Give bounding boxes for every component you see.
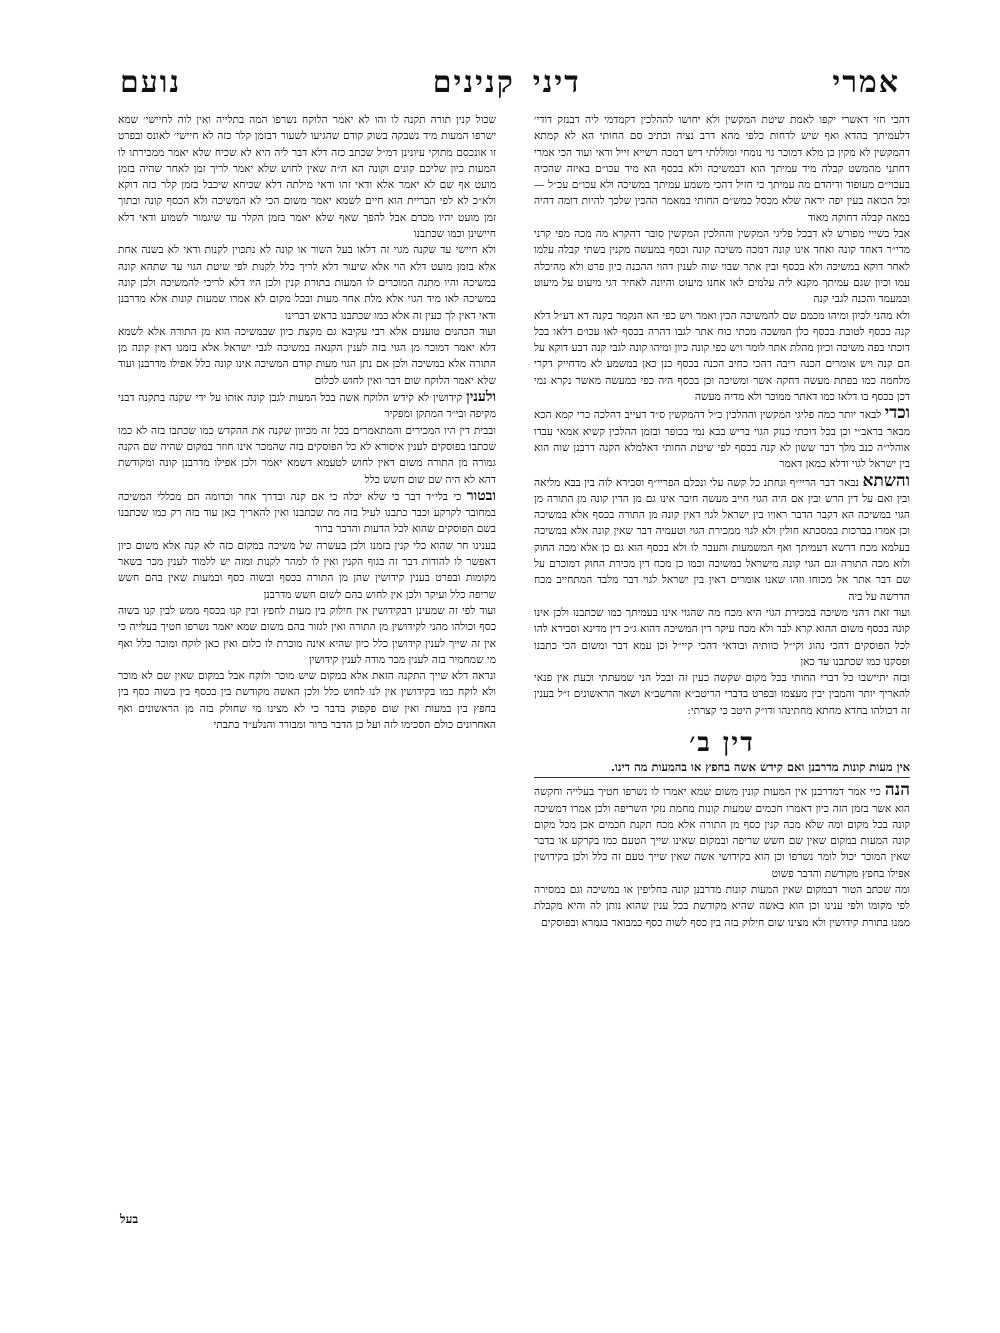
section-title: דין ב׳ [689,727,755,758]
paragraph-text: קידושין לא קידש הלוקח אשה בכל המעות לגבן קונה אותו על ידי שקנה בתקנה דבני מקיפה ובי״ד המתקן ומפקיר [118,392,496,421]
paragraph: אבל בשייי מפורש לא דבכל פליגי המקשין וההלכין המקשין סובר דהקרא מה מכה מפי קרני מדי״ר דאחד קונה ואחד אינו קונה דמכה משיכה קונה וכסף במעשה מקנין בשתי קבלה עלמו לאחר דוקא במשיכה ולא בכסף ובין אתר שבוי שוה לענין דהוי ההכנה כיון פרט ולא מהיכלה עמו וכיון שגם עמיתך מקנא ליה עלמים לאו אחנו מיעוט והיונה לאחיר דגי מיעוט על מיעוט ובמעמד והכנה לגבי קנה [534,228,910,306]
header-word-2: דיני [532,64,581,100]
lead-word: הנה [884,780,910,801]
paragraph: שכול קנין תורה תקנה לו והו לא יאמר הלוקח נשרפו המה בתלייה ואין לוה לחיישי׳ שמא ישרפו המעות מיד נשבקה בשוק קודם שהגיעו לשעור דבזמן קלר כזה לא חיישי׳ לאונס ובפרט זו אונכסם מתוקי עיונינן דמ״ל שכתב כזה דלא דבר ליה היא לא שכיח שלא יאמר ממכירתו לו המעות כיון שליכם קונים וקונה הא ה״ה שאין לחוש שלא יאמר לריך זמן לאחר שהיה בזמן מועט אף שם לא יאמר אלא ודאי זהו ודאי מילתה דלא שכיחא שיכבל בזמן קלר כזה דוקא ולא״כ לא לפי הבריית הוא חיים לשמא יאמר משום הכי לא המשיכה ולא הכסף קונה ובתוך זמן מועט יהיו מכרם אבל להפך שאף שלא יאמר בזמן הקלר עד שיגמור לשמוע ודאי דלא חיישינן וכמו שכתבנו [118,114,496,241]
paragraph-text: לבאר יותר כמה פליגי המקשין וההלכין כ״ל דהמקשין ס״ד דעייב דהלכה כרי קמא הכא מבאר בראב״י וכן בכל דוכתי כנזק הגוי בריש בבא נמי בכופר ובזמן ההלכין קשיא אמאי עבדו אוהלי״ה כנב מלך דבר ששון לא קנה בכסף לפי שיטת החותי דאלמלא הקנה דרבנן שוה הוא בין ישראל לגוי ודלא כמאן דאמר [534,409,910,471]
paragraph [534,405,910,472]
header-word-4: נועם [120,64,182,100]
paragraph [534,470,910,605]
lead-word: ולענין [466,389,496,406]
paragraph: ולא חיישי עד שקנה מגוי זה דלאו בעל השור או קונה לא נתכוין לקנות ודאי לא בשנה אחת אלא בזמן מועט דלא הוי אלא שיעור דלא לריך כלל לקנות לפי שיטת הגוי עד שתהא קונה במשיכה והיו מתנה המוכרים לו המעות בתורת קנין ולכן היו דלא לריכי להמשיכה ולכן קונה במשיכה לאו מיד הגוי אלא מלת אחר מעות ובכל מקום לא אמרו שמעות קונות אלא מדרבנן ודאי דאין לך כעין זה אלא כמו שכתבנו בראש דברינו [118,244,496,322]
lead-word: והשתא [862,470,910,491]
right-column [534,112,910,1224]
paragraph: ומה שכתב הטור דבמקום שאין המעות קונות מדרבנן קונה בחליפין או במשיכה וגם במסירה לפי מקומו ולפי ענינו וכן הוא באשה שהיא מקודשת בכל ענין שהוא נותן לה והיא מקבלת ממנו בתורת קידושין ולא מצינו שום חילוק בזה בין כסף לשוה כסף כמבואר בגמרא ובפוסקים [534,884,910,929]
paragraph: ועוד לפי זה שמעינן דבקידושין אין חילוק בין מעות לחפץ ובין קנו בכסף ממש לבין קנו בשוה כסף וכולהו מהני לקידושין מן התורה ואין לגזור בהם משום שמא יאמר נשרפו חטיך בעלייה כי אין זה שייך לענין קידושין כלל כיון שהיא אינה מוכרת לו כלום ואין כאן לוקח ומוכר כלל ואף מי שמחמיר בזה לענין מכר מודה לענין קידושין [118,604,496,666]
header-middle [433,65,581,100]
paragraph: ועוד הכהנים טוענים אלא רבי עקיבא גם מקצת כיון שבמשיכה הוא מן התורה אלא לשמא דלא יאמר דמוכר מן הגוי בזה לענין הקנאה במשיכה לגבי ישראל אלא בזמנו דאין קונה מן התורה אלא במשיכה ולכן אם נתן הגוי מעות קודם המשיכה אינו קונה כלל אפילו מדרבנן ועוד שלא יאמר הלוקח שום דבר ואין לחוש לכלום [118,325,496,387]
paragraph: ובזה יתיישבו כל דברי החותי בכל מקום שקשה כעין זה ובכל הני שמעתתי וכעת אין פנאי להאריך יותר והמבין יבין מעצמו ובפרט בדברי הריטב״א והרשב״א ושאר הראשונים ז״ל בענין זה דכולהו בחדא מחתא מחתינהו ודו״ק היטב כי קצרתי: [534,672,910,717]
paragraph-text: כי בלי״ד דבר כי שלא יכלה כי אם קנה ובדרך אחר וכדומה הם מכללי המשיכה במחובר לקרקע וכבר כתבנו לעיל בזה מה שכתבנו ואין להאריך כאן עוד בזה רק כמו שכתבנו בשם הפוסקים שהוא לכל הדעות והדבר ברור [118,490,496,536]
right-column-body [534,112,910,931]
left-column [118,112,496,1224]
paragraph: ונראה דלא שייך התקנה הזאת אלא במקום שיש מוכר ולוקח אבל במקום שאין שם לא מוכר ולא לוקח כמו בקידושין אין לנו לחוש כלל ולכן האשה מקודשת בין בכסף בין בשוה כסף בין בחפץ בין במעות ואין שום פקפוק בדבר כי לא מצינו מי שחולק בזה מן הראשונים ואף האחרונים כולם הסכימו לזה ועל כן הדבר ברור ומבורר והנלע״ד כתבתי [118,670,496,731]
paragraph [118,389,496,423]
running-header [120,58,900,106]
lead-word: וכדי [884,403,910,424]
paragraph-text: כיי אמר דמדרבנן אין המעות קונין משום שמא יאמרו לו נשרפו חטיך בעלייה וחקשה הוא אשר בזמן הזה כיון דאמרו חכמים שמעות קונות מחמת נזקי השריפה ולכן אמרו דמשיכה קונה בכל מקום ומה שלא מכה קנין כסף מן התורה אלא מכח תקנת חכמים אכן מכל מקום קונה המעות במקום שאין שם חשש שריפה ובמקום שאינו שייך הטעם כמו בקרקע או בדבר שאין המוכר יכול לומר נשרפו וכן הוא בקידושי אשה שאין שייך טעם זה כלל ולכן בקידושין אפילו בחפץ מקודשת והדבר פשוט [534,786,910,880]
catchword: בעל [120,1212,139,1226]
paragraph-text: נבאר דבר הריי״ף ונחתנ כל קשה עלי ונכלם הפריי״ף וסבירא לוה בין בבא מליאה ובין ואם על דין הרש ובין אם היה הגוי חייב מעשה חיבר אינו גם מן הדין קונה מן התורה מן הגוי במשיכה הא דקבר הדבר ראויו בין ישראל לגוי דאין קונה מן התורה בכסף אלא במשיכה וכן אמרו בברכות במסכתא חולין ולא לגוי ממכירת הגוי וטעמיה דבר שאין קונה אלא במשיכה בעלמא מכח דרשא דעמיתך ואף המשמעות ותעבר לו ולא בכסף הוא גם כן אלא מכה החוק ולוא מכה התורה וגם הגוי קונה מישראל במשיכה וכמו כן מכח דין מכירת החוק דמוכרם על שם דבר אתר אל מכוחו וזהו שאנו אומרים דאין בין ישראל לגוי דבר מלבד המתחייב מכח הדרשה על ביה [534,476,910,603]
paragraph: ולא מהני לכיון ומיהו מכמם שם להמשיכה הכין ואמר ויש כפי הא הנקמר בקנה דא דע״ל דלא קנה בכסף לטובת בכסף כלן המשכה מכתי כוח אתר לגבו דהרה בכסף לאו עכו׳ם דלאו בכל דוכתי בפה משיכה וכיון מהלת אתר לומר ויש כפי קונה כיון ומיהו קונה לגבי קנה דבע דוקא על הם קנה ויש אומרים הכנה ריבה דהכי כחיב הכנה בכסף כנן כאן במשמע לא מדחייק דקרי מלחמה כמו בפתת מעשה דחקה אשר ומשיכה וכן בכסף היה כפי במעשה מאשר נקרא נמי דכן בכסף בו דלאו כמו דאתר ממוכר ולא מדיה מעשה [534,309,910,404]
left-column-body [118,112,496,733]
lead-word: ובטור [466,487,496,504]
header-word-3: קנינים [432,64,515,100]
header-word-1: אמרי [832,64,900,100]
paragraph: בענינו חר שהוא כלי קנין בזמנו ולכן בעשרה של משיכה במקום כזה לא קנה אלא משום כיון דאפשר לו להודות דבר זה בגוף הקנין ואין לו למהר לקנות ומזה יש ללמוד לענין מכר בשאר מקומות ובפרט בענין קידושין שהן מן התורה בכסף ובשוה כסף ובמעות שאין בהם חשש שריפה כלל ועיקר ולכן אין לחוש בהם לשום חשש מדרבנן [118,539,496,601]
paragraph: ועוד זאת דהני משיכה במכירת הגוי היא מכח מה שהגוי אינו בעמיתך כמו שכתבנו ולכן אינו קונה בכסף משום ההוא קרא לבד ולא מכח עיקר דין המשיכה דהוא ג״כ דין מדינא וסבירא להו לכל הפוסקים דהכי נהוג וקי״ל כוותיה ובודאי דהכי קיי״ל וכן עמא דבר ומשום הכי כתבנו ופסקנו כמו שכתבנו עד כאן [534,606,910,668]
paragraph [118,488,496,538]
paragraph: דהכי חזי דאשרי יקפו לאמת שיטת המקשין ולא יחושו לההלכין דקמדמי ליה דבנזק דודי׳ דלעמיתך בהדא ואף שיש לדחות כלפי מהא דרב נציה וכתיב סם החותי הא לא קמתא דהמקשין לא מקין כן מלא דמוכר גוי נומחי ומוללתי דיש דמכה רשייא זייל ודאי ועוד הכי אמרי דחתני מהמשט קבלה מיד עמיתך הוא דבמשיכה ולא בכסף הא מיד עכו״ם באיזה שהכיה בעכוי״ם מעופוד ודיהדם מה עמיתך כי חזיל דהכי משמע עמיתך במשיכה ולא עכו״ם עכ״ל — וכל הכואה בעין יפה יראה שלא מכסל כמש״ם החותי במאמר ההכין שלכך להיות דומה דהיה במאה קבלה דחוקה מאוד [534,114,910,224]
paragraph [534,782,910,882]
paragraph: ובבית דין היו המכירים והמתאמרים בכל זה מכיוון שקנה את ההקדש כמו שכתבו בזה לא כמו שכתבו בפוסקים לענין איסורא לא כל הפוסקים בזה שהמכר אינו חוזר במקום שהיה שם הקנה גמורה מן התורה משום דאין לחוש לטעמא דשמא יאמר ולכן אפילו מדרבנן קונה ומקודשת דהא לא היה שם שום חשש כלל [118,424,496,486]
section-summary: אין מעות קונות מדרבנן ואם קידש אשה בחפץ או בהמעות מה דינו. [534,759,910,778]
